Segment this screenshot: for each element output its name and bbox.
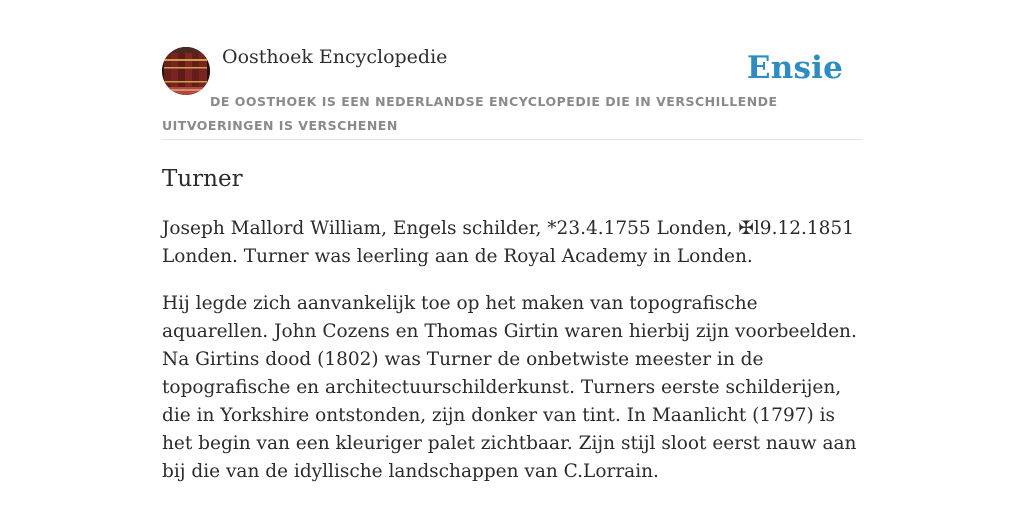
article [162, 160, 862, 486]
brand-logo-link[interactable]: Ensie [746, 50, 843, 86]
encyclopedia-books-icon[interactable] [162, 47, 210, 95]
article-paragraph-1: Joseph Mallord William, Engels schilder, *23.4.1755 Londen, ✠l9.12.1851 Londen. Turner was leerling aan de Royal Academy in Londen. [162, 218, 854, 267]
site-name-link[interactable]: Oosthoek Encyclopedie [222, 46, 448, 68]
site-tagline: DE OOSTHOEK IS EEN NEDERLANDSE ENCYCLOPEDIE DIE IN VERSCHILLENDE UITVOERINGEN IS VERSCHENEN [162, 94, 778, 133]
site-header [162, 46, 862, 140]
article-paragraph-2: Hij legde zich aanvankelijk toe op het maken van topografische aquarellen. John Cozens en Thomas Girtin waren hierbij zijn voorbeelden. Na Girtins dood (1802) was Turner de onbetwiste meester in de topografische en architectuurschilderkunst. Turners eerste schilderijen, die in Yorkshire ontstonden, zijn donker van tint. In Maanlicht (1797) is het begin van een kleuriger palet zichtbaar. Zijn stijl sloot eerst nauw aan bij die van de idyllische landschappen van C.Lorrain. [162, 293, 857, 482]
article-title: Turner [162, 166, 243, 192]
